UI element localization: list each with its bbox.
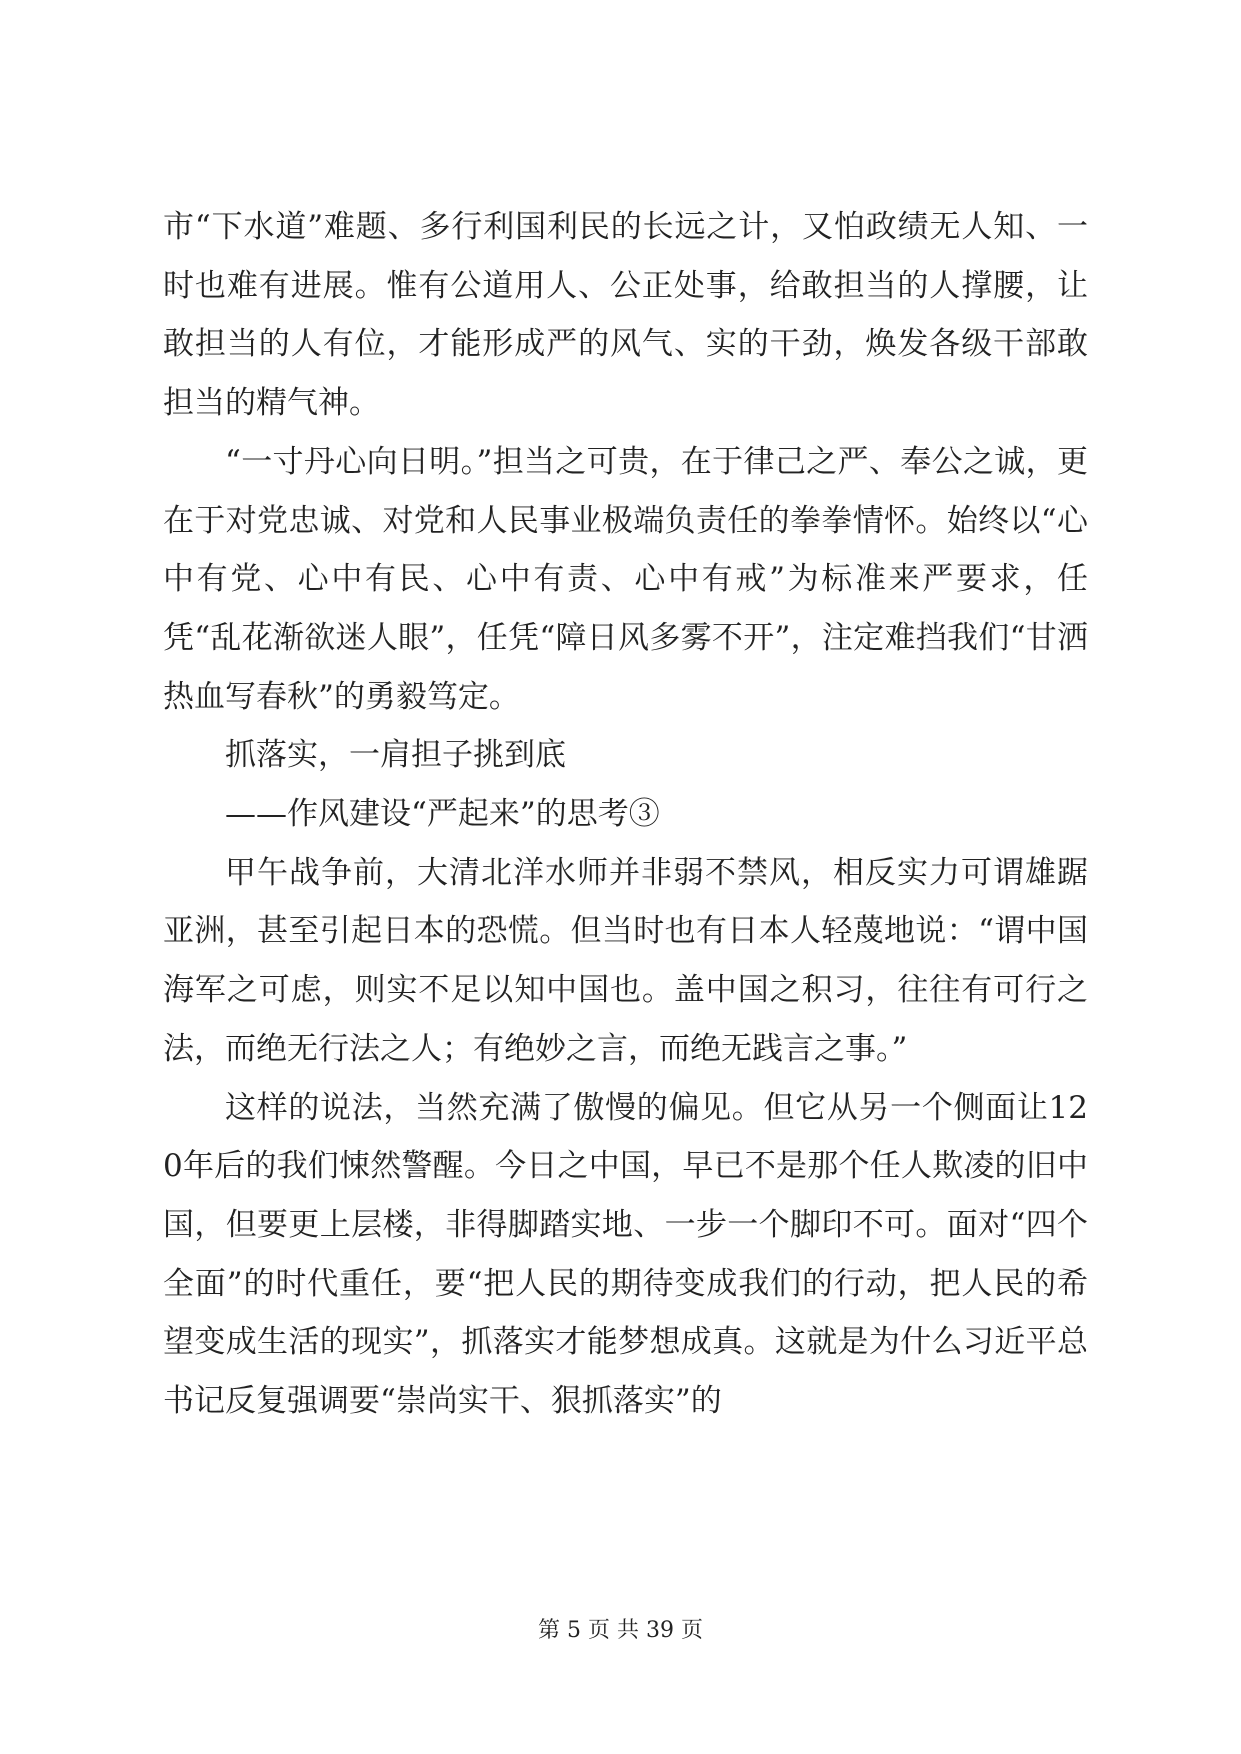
paragraph-shuofa: 这样的说法，当然充满了傲慢的偏见。但它从另一个侧面让120年后的我们悚然警醒。今日之中国，早已不是那个任人欺凌的旧中国，但要更上层楼，非得脚踏实地、一步一个脚印不可。面对“四个全面”的时代重任，要“把人民的期待变成我们的行动，把人民的希望变成生活的现实”，抓落实才能梦想成真。这就是为什么习近平总书记反复强调要“崇尚实干、狠抓落实”的: [163, 1089, 1088, 1420]
page-number-footer: 第 5 页 共 39 页: [538, 1618, 703, 1643]
paragraph-danxin: “一寸丹心向日明。”担当之可贵，在于律己之严、奉公之诚，更在于对党忠诚、对党和人民事业极端负责任的拳拳情怀。始终以“心中有党、心中有民、心中有责、心中有戒”为标准来严要求，任凭“乱花渐欲迷人眼”，任凭“障日风多雾不开”，注定难挡我们“甘洒热血写春秋”的勇毅笃定。: [163, 443, 1088, 715]
section-title: 抓落实，一肩担子挑到底: [225, 737, 566, 774]
document-body: [163, 198, 1088, 1431]
paragraph-continuation: 市“下水道”难题、多行利国利民的长远之计，又怕政绩无人知、一时也难有进展。惟有公道用人、公正处事，给敢担当的人撑腰，让敢担当的人有位，才能形成严的风气、实的干劲，焕发各级干部敢担当的精气神。: [163, 209, 1088, 422]
paragraph-jiawu: 甲午战争前，大清北洋水师并非弱不禁风，相反实力可谓雄踞亚洲，甚至引起日本的恐慌。但当时也有日本人轻蔑地说：“谓中国海军之可虑，则实不足以知中国也。盖中国之积习，往往有可行之法，而绝无行法之人；有绝妙之言，而绝无践言之事。”: [163, 854, 1088, 1067]
section-subtitle: ——作风建设“严起来”的思考③: [225, 796, 660, 833]
